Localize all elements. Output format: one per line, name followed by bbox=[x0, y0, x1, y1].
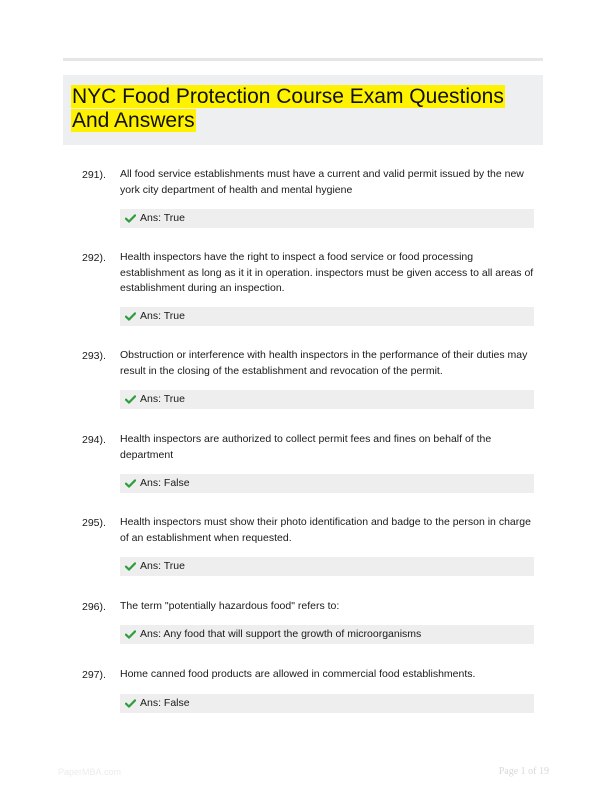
answer-text: Ans: True bbox=[140, 393, 185, 405]
check-icon bbox=[125, 630, 136, 639]
question-text: Health inspectors have the right to inspect a food service or food processing establishment as long as it it in operation. inspectors must be given access to all areas of establishment during an inspection. bbox=[120, 251, 534, 294]
question-number: 294). bbox=[82, 434, 106, 446]
answer-text: Ans: True bbox=[140, 310, 185, 322]
answer-box bbox=[120, 557, 534, 576]
question-number: 291). bbox=[82, 169, 106, 181]
question-text: All food service establishments must have a current and valid permit issued by the new york city department of health and mental hygiene bbox=[120, 168, 524, 196]
check-icon bbox=[125, 479, 136, 488]
page-number: Page 1 of 19 bbox=[498, 766, 549, 777]
question-text: The term "potentially hazardous food" refers to: bbox=[120, 600, 340, 612]
answer-text: Ans: True bbox=[140, 560, 185, 572]
question-number: 296). bbox=[82, 601, 106, 613]
answer-text: Ans: True bbox=[140, 212, 185, 224]
question-number: 297). bbox=[82, 669, 106, 681]
answer-box bbox=[120, 307, 534, 326]
document-title: NYC Food Protection Course Exam Questions And Answers bbox=[72, 85, 504, 132]
answer-box bbox=[120, 474, 534, 493]
check-icon bbox=[125, 562, 136, 571]
footer-watermark: PaperMBA.com bbox=[58, 767, 122, 777]
answer-box bbox=[120, 625, 534, 644]
question-text: Health inspectors are authorized to collect permit fees and fines on behalf of the department bbox=[120, 433, 492, 461]
answer-text: Ans: False bbox=[140, 697, 190, 709]
question-number: 295). bbox=[82, 517, 106, 529]
check-icon bbox=[125, 312, 136, 321]
question-number: 292). bbox=[82, 252, 106, 264]
answer-text: Ans: False bbox=[140, 477, 190, 489]
question-text: Home canned food products are allowed in commercial food establishments. bbox=[120, 668, 476, 680]
question-text: Obstruction or interference with health inspectors in the performance of their duties may result in the closing of the establishment and revocation of the permit. bbox=[120, 349, 528, 377]
check-icon bbox=[125, 395, 136, 404]
question-text: Health inspectors must show their photo identification and badge to the person in charge of an establishment when requested. bbox=[120, 516, 531, 544]
question-number: 293). bbox=[82, 350, 106, 362]
answer-box bbox=[120, 390, 534, 409]
answer-box bbox=[120, 209, 534, 228]
check-icon bbox=[125, 699, 136, 708]
check-icon bbox=[125, 214, 136, 223]
top-divider bbox=[63, 58, 543, 61]
answer-box bbox=[120, 694, 534, 713]
answer-text: Ans: Any food that will support the growth of microorganisms bbox=[140, 628, 422, 640]
